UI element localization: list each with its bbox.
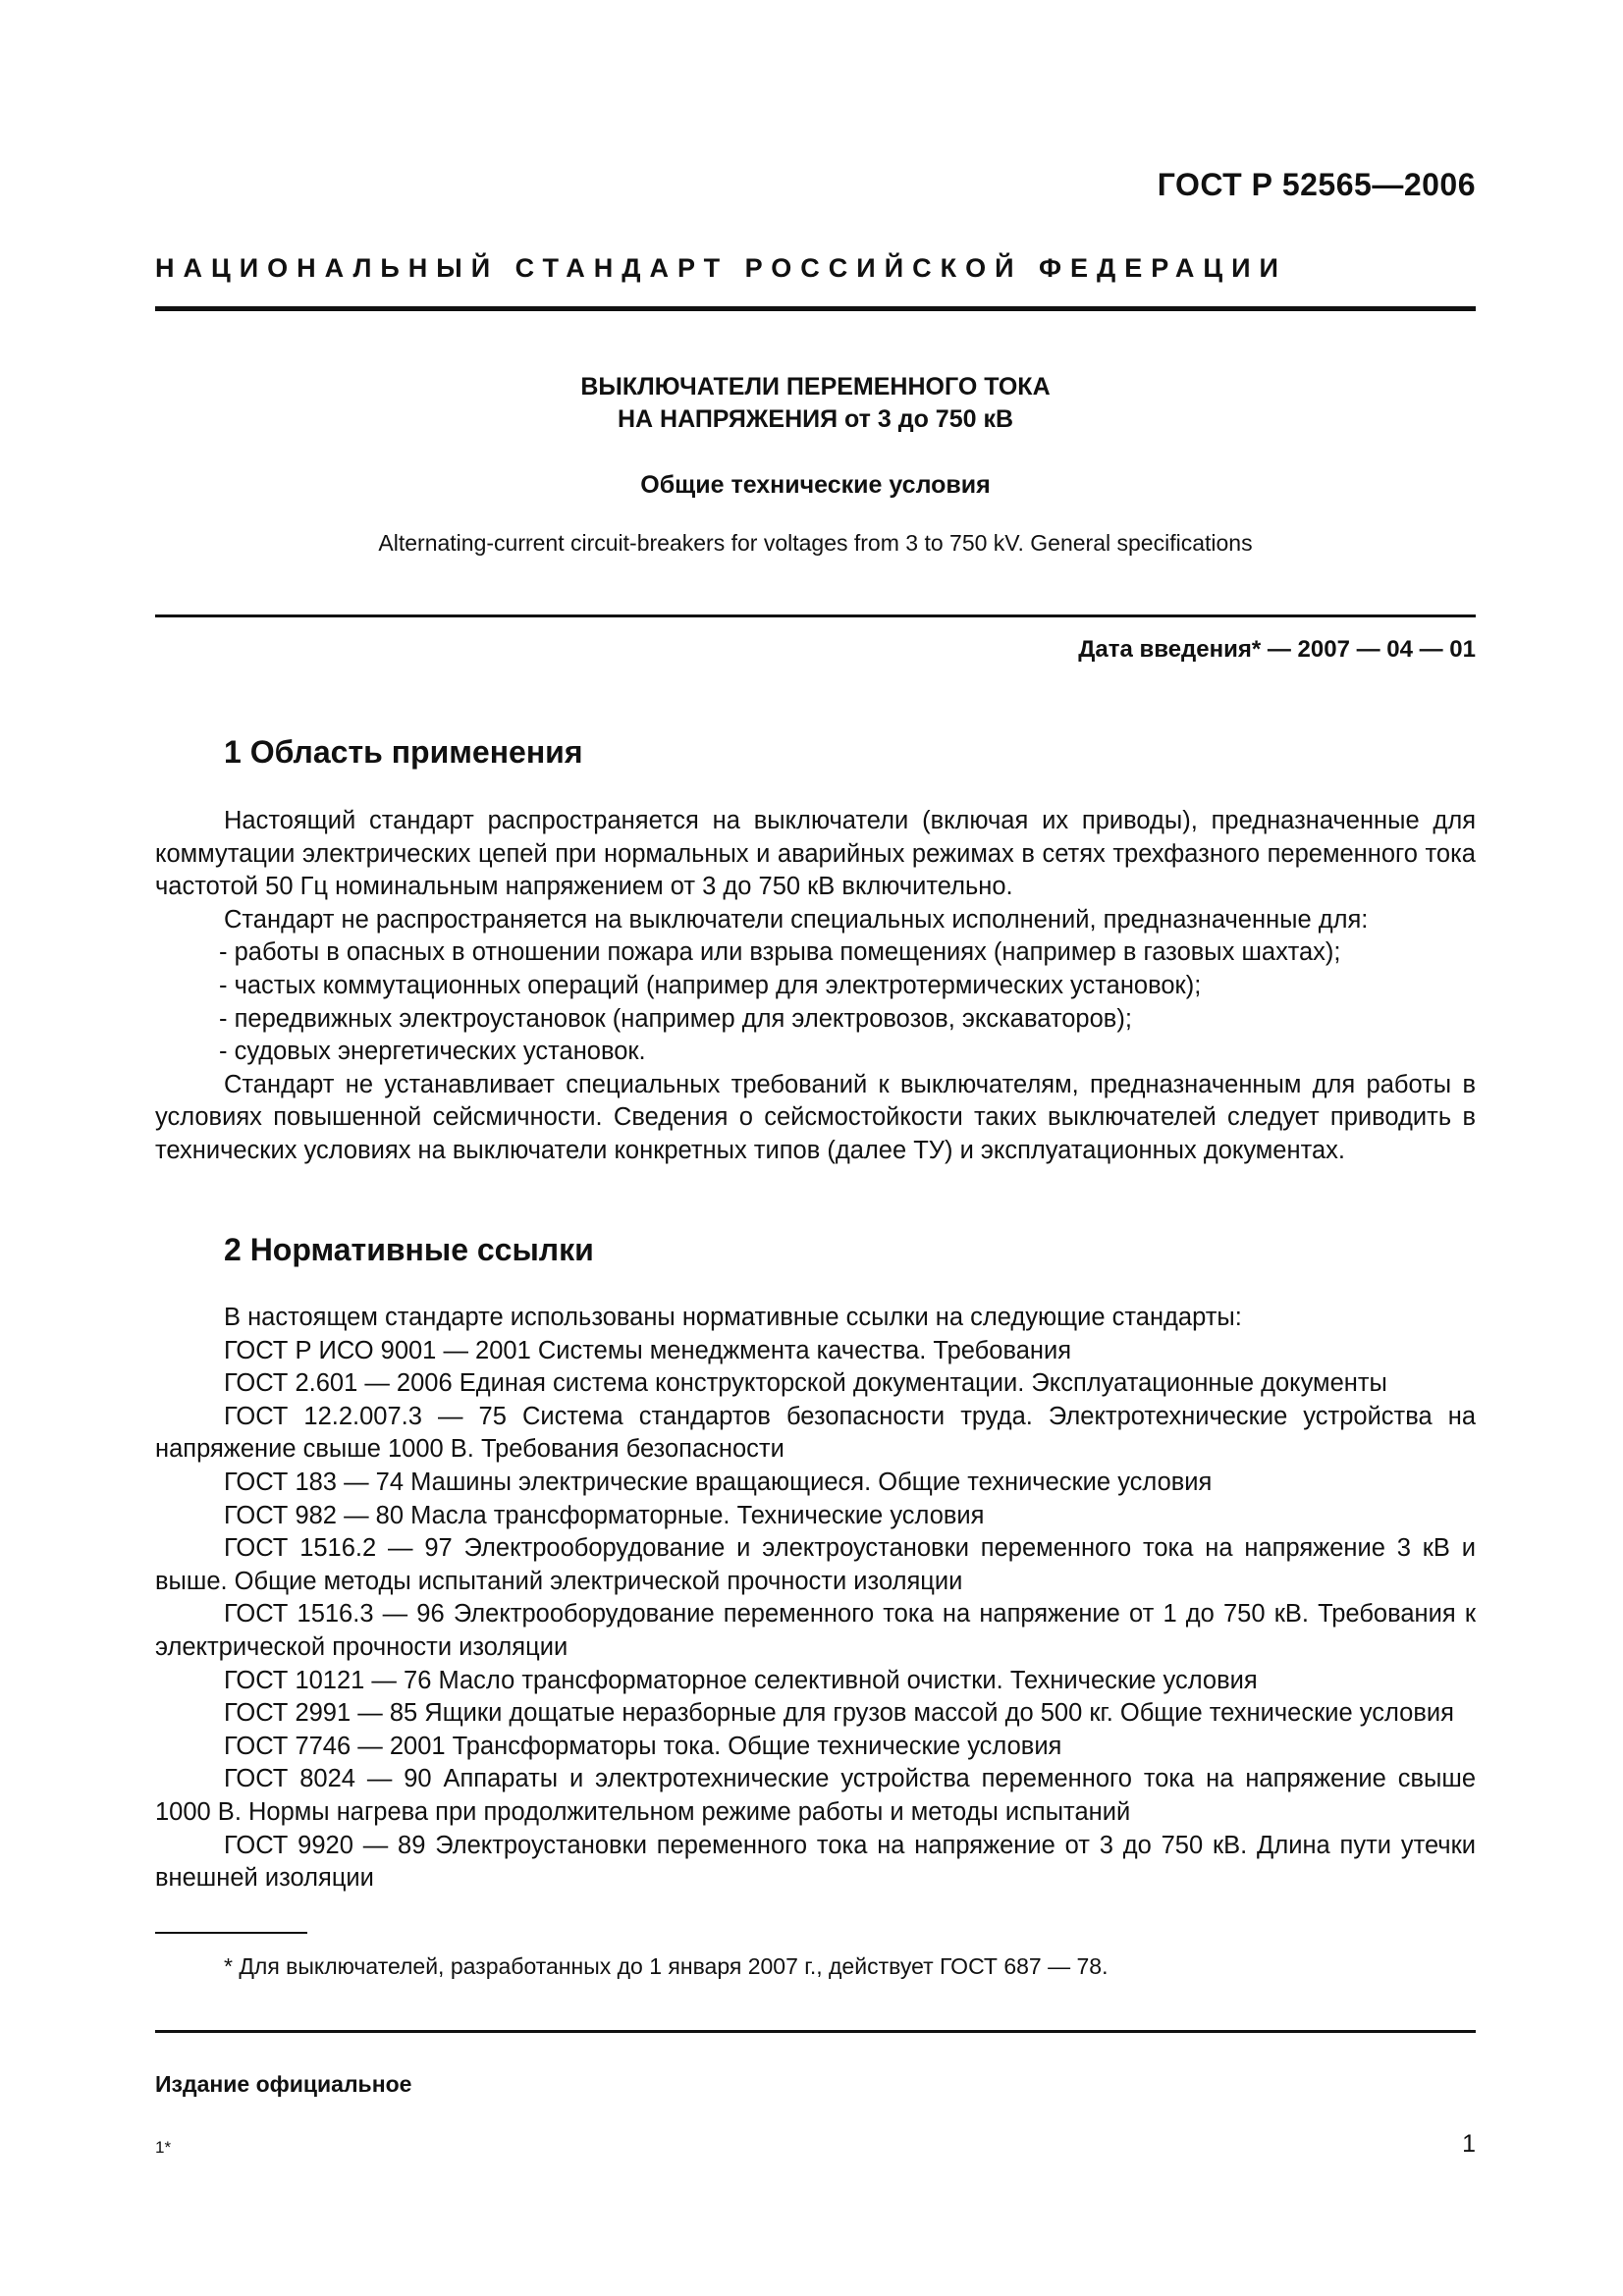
reference-item: ГОСТ 12.2.007.3 — 75 Система стандартов безопасности труда. Электротехнические устройства на напряжение свыше 1000 В. Требования безопасности — [155, 1402, 1476, 1464]
footnote-separator — [155, 1932, 307, 1934]
english-title: Alternating-current circuit-breakers for voltages from 3 to 750 kV. General specifications — [378, 530, 1253, 556]
reference-item: ГОСТ 183 — 74 Машины электрические вращающиеся. Общие технические условия — [224, 1468, 1213, 1496]
reference-item: ГОСТ 9920 — 89 Электроустановки переменного тока на напряжение от 3 до 750 кВ. Длина пути утечки внешней изоляции — [155, 1831, 1476, 1893]
document-title — [155, 371, 1476, 436]
section-1-heading: 1 Область применения — [224, 734, 583, 770]
title-line-1: ВЫКЛЮЧАТЕЛИ ПЕРЕМЕННОГО ТОКА — [580, 373, 1051, 400]
footnote: * Для выключателей, разработанных до 1 января 2007 г., действует ГОСТ 687 — 78. — [224, 1953, 1109, 1979]
paragraph: Настоящий стандарт распространяется на выключатели (включая их приводы), предназначенные для коммутации электрических цепей при нормальных и аварийных режимах в сетях трехфазного переменного тока частотой 50 Гц номинальным напряжением от 3 до 750 кВ включительно. — [155, 807, 1476, 901]
reference-item: ГОСТ 1516.2 — 97 Электрооборудование и электроустановки переменного тока на напряжение 3 кВ и выше. Общие методы испытаний электрической прочности изоляции — [155, 1534, 1476, 1595]
reference-item: ГОСТ 1516.3 — 96 Электрооборудование переменного тока на напряжение от 1 до 750 кВ. Требования к электрической прочности изоляции — [155, 1600, 1476, 1661]
document-number: ГОСТ Р 52565—2006 — [1157, 167, 1476, 202]
section-2-body — [155, 1302, 1476, 1896]
list-item: - судовых энергетических установок. — [219, 1038, 646, 1066]
list-item: - передвижных электроустановок (например для электровозов, экскаваторов); — [219, 1004, 1132, 1033]
section-1-body — [155, 805, 1476, 1168]
sheet-mark: 1* — [155, 2138, 172, 2157]
section-2-heading: 2 Нормативные ссылки — [224, 1232, 594, 1267]
paragraph: Стандарт не распространяется на выключатели специальных исполнений, предназначенные для: — [224, 905, 1369, 934]
national-standard-banner: НАЦИОНАЛЬНЫЙ СТАНДАРТ РОССИЙСКОЙ ФЕДЕРАЦИИ — [155, 253, 1287, 283]
reference-item: ГОСТ 8024 — 90 Аппараты и электротехнические устройства переменного тока на напряжение свыше 1000 В. Нормы нагрева при продолжительном режиме работы и методы испытаний — [155, 1765, 1476, 1826]
paragraph: В настоящем стандарте использованы нормативные ссылки на следующие стандарты: — [224, 1304, 1242, 1331]
list-item: - работы в опасных в отношении пожара или взрыва помещениях (например в газовых шахтах); — [219, 938, 1341, 967]
header-divider — [155, 306, 1476, 311]
footer-divider — [155, 2030, 1476, 2033]
document-subtitle: Общие технические условия — [640, 471, 991, 499]
title-line-2: НА НАПРЯЖЕНИЯ от 3 до 750 кВ — [617, 405, 1014, 433]
reference-item: ГОСТ 7746 — 2001 Трансформаторы тока. Общие технические условия — [224, 1732, 1062, 1760]
reference-item: ГОСТ 2991 — 85 Ящики дощатые неразборные для грузов массой до 500 кг. Общие технические условия — [224, 1699, 1454, 1728]
reference-item: ГОСТ 10121 — 76 Масло трансформаторное селективной очистки. Технические условия — [224, 1666, 1258, 1694]
introduction-date: Дата введения* — 2007 — 04 — 01 — [1078, 636, 1476, 663]
list-item: - частых коммутационных операций (например для электротермических установок); — [219, 971, 1202, 999]
page-number: 1 — [1462, 2130, 1476, 2158]
reference-item: ГОСТ 982 — 80 Масла трансформаторные. Технические условия — [224, 1501, 985, 1529]
reference-item: ГОСТ Р ИСО 9001 — 2001 Системы менеджмента качества. Требования — [224, 1336, 1072, 1364]
title-divider — [155, 614, 1476, 617]
paragraph: Стандарт не устанавливает специальных требований к выключателям, предназначенным для работы в условиях повышенной сейсмичности. Сведения о сейсмостойкости таких выключателей следует приводить в технических условиях на выключатели конкретных типов (далее ТУ) и эксплуатационных документах. — [155, 1070, 1476, 1164]
reference-item: ГОСТ 2.601 — 2006 Единая система конструкторской документации. Эксплуатационные документы — [224, 1369, 1387, 1398]
edition-label: Издание официальное — [155, 2071, 412, 2097]
